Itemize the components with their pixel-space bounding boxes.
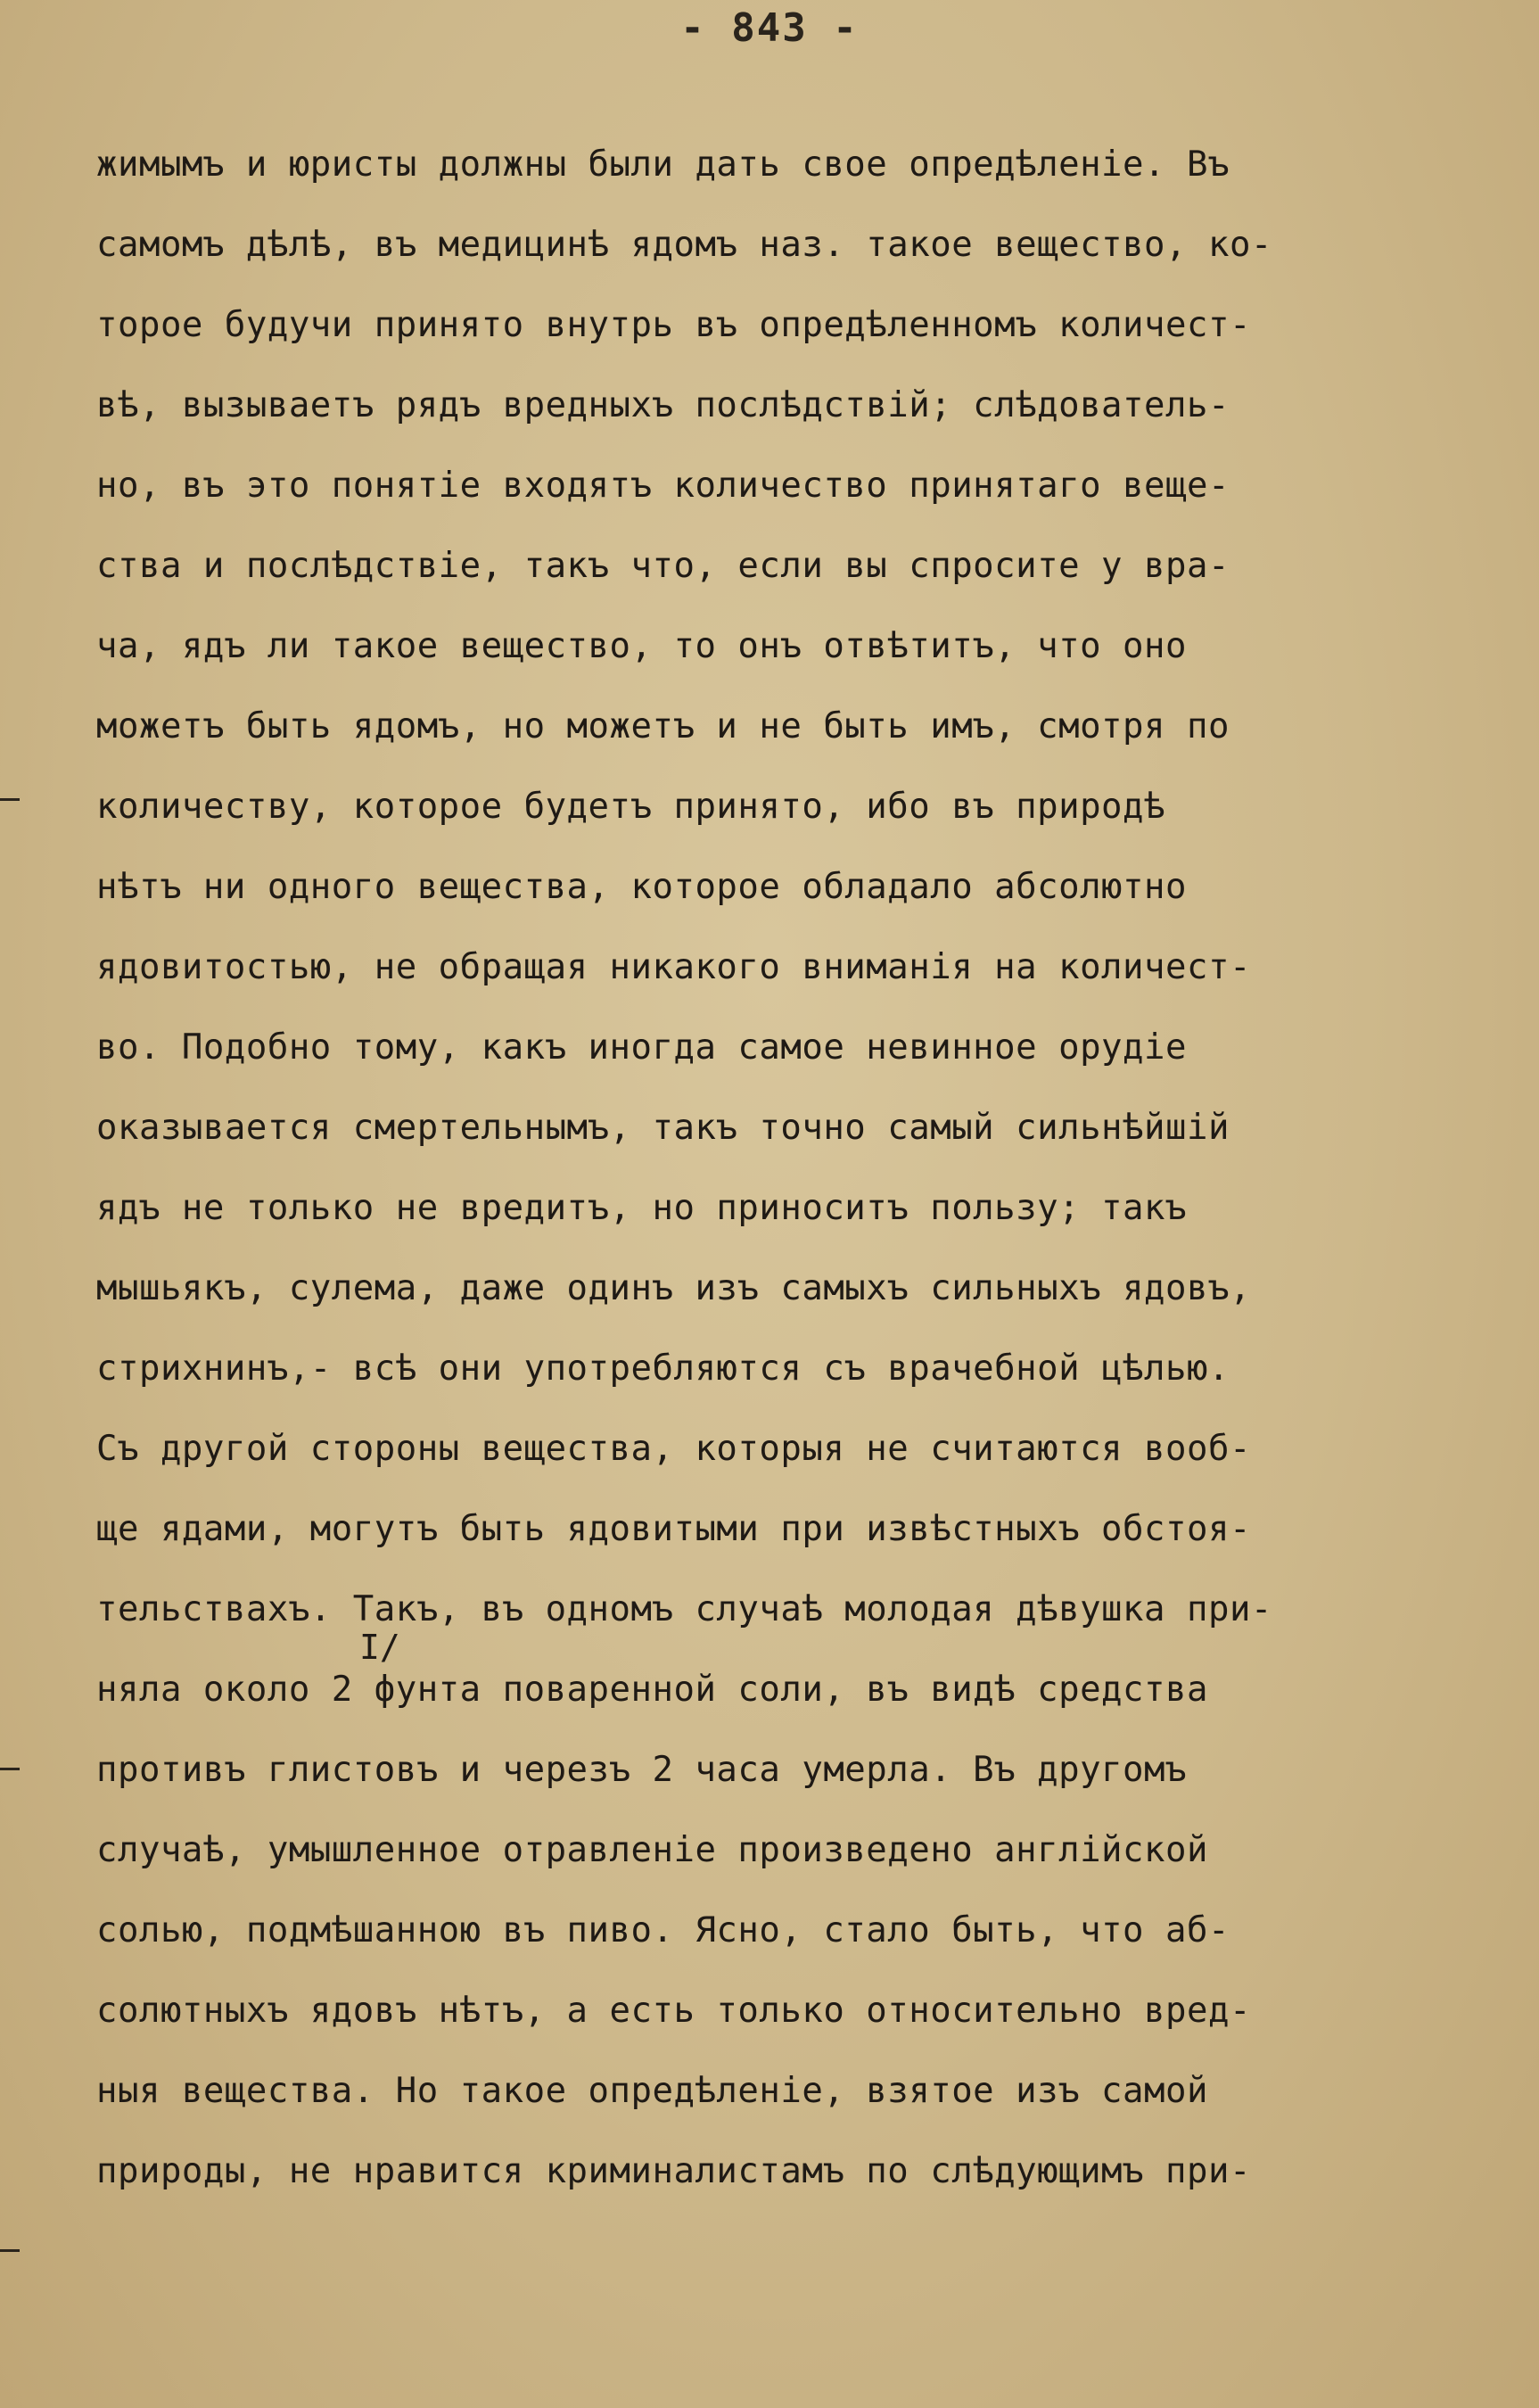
text-line: оказывается смертельнымъ, такъ точно самый сильнѣйшій (96, 1108, 1230, 1148)
text-line: ще ядами, могутъ быть ядовитыми при извѣстныхъ обстоя- (96, 1509, 1251, 1549)
text-line: количеству, которое будетъ принято, ибо въ природѣ (96, 787, 1165, 827)
text-line: ства и послѣдствіе, такъ что, если вы спросите у вра- (96, 546, 1230, 586)
text-line: торое будучи принято внутрь въ опредѣленномъ количест- (96, 305, 1251, 345)
text-line: жимымъ и юристы должны были дать свое опредѣленіе. Въ (96, 144, 1230, 185)
text-line: самомъ дѣлѣ, въ медицинѣ ядомъ наз. такое вещество, ко- (96, 225, 1272, 265)
text-line: ча, ядъ ли такое вещество, то онъ отвѣтитъ, что оно (96, 626, 1187, 666)
margin-mark (0, 1768, 20, 1770)
text-line: солютныхъ ядовъ нѣтъ, а есть только относительно вред- (96, 1991, 1251, 2031)
text-line: мышьякъ, сулема, даже одинъ изъ самыхъ сильныхъ ядовъ, (96, 1268, 1251, 1308)
text-line: ядъ не только не вредитъ, но приноситъ пользу; такъ (96, 1188, 1187, 1228)
text-line: стрихнинъ,- всѣ они употребляются съ врачебной цѣлью. (96, 1348, 1230, 1389)
text-line: тельствахъ. Такъ, въ одномъ случаѣ молодая дѣвушка при- (96, 1589, 1272, 1629)
text-line: природы, не нравится криминалистамъ по слѣдующимъ при- (96, 2151, 1251, 2191)
text-line: случаѣ, умышленное отравленіе произведено англійской (96, 1830, 1208, 1870)
text-line: можетъ быть ядомъ, но можетъ и не быть имъ, смотря по (96, 706, 1230, 746)
text-line: противъ глистовъ и черезъ 2 часа умерла. Въ другомъ (96, 1750, 1187, 1790)
text-line: няла около 2 фунта поваренной соли, въ видѣ средства (96, 1670, 1208, 1710)
text-line: солью, подмѣшанною въ пиво. Ясно, стало быть, что аб- (96, 1910, 1230, 1950)
text-line: ныя вещества. Но такое опредѣленіе, взятое изъ самой (96, 2071, 1208, 2111)
text-line: вѣ, вызываетъ рядъ вредныхъ послѣдствій; слѣдователь- (96, 385, 1230, 425)
text-line: Съ другой стороны вещества, которыя не считаются вооб- (96, 1429, 1251, 1469)
page-number: - 843 - (680, 5, 859, 51)
text-line: ядовитостью, не обращая никакого вниманія на количест- (96, 947, 1251, 987)
text-line: во. Подобно тому, какъ иногда самое невинное орудіе (96, 1027, 1187, 1068)
margin-mark (0, 798, 20, 801)
text-line: но, въ это понятіе входятъ количество принятаго веще- (96, 466, 1230, 506)
margin-mark (0, 2249, 20, 2252)
text-line: нѣтъ ни одного вещества, которое обладало абсолютно (96, 867, 1187, 907)
body-text (96, 125, 1452, 2212)
fraction-numerator: I/ (359, 1628, 400, 1667)
